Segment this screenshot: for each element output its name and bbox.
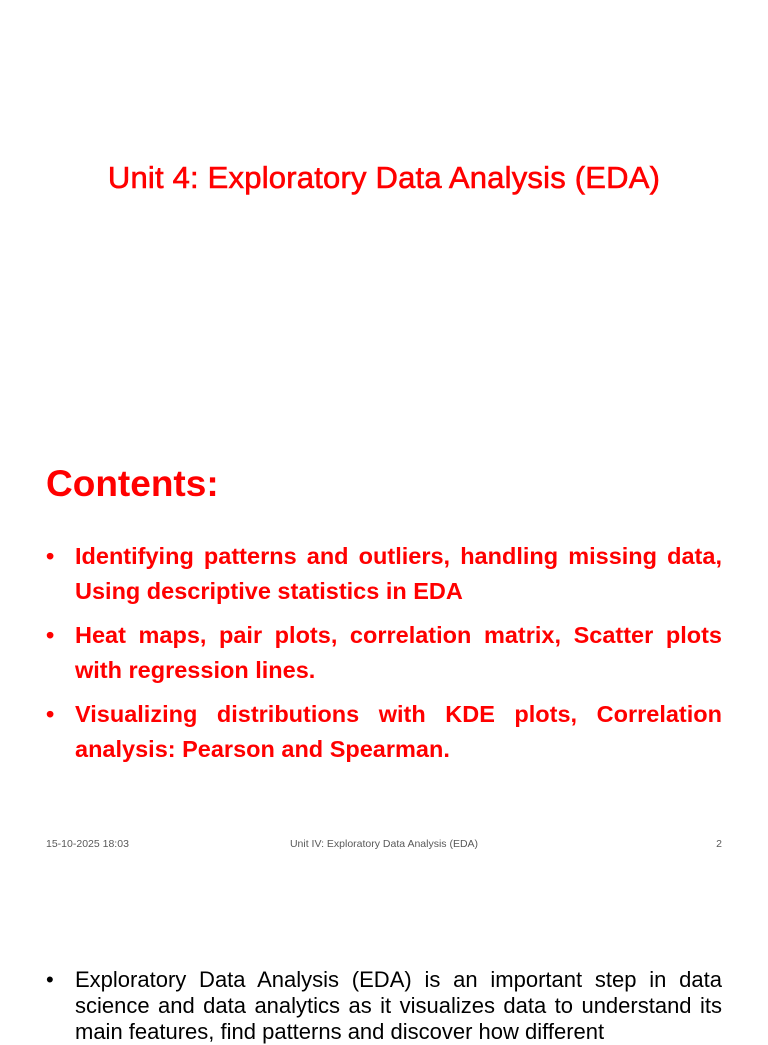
bullet-icon: • (46, 622, 55, 648)
bullet-icon: • (46, 543, 55, 569)
list-item-text: Heat maps, pair plots, correlation matrix, Scatter plots with regression lines. (75, 622, 722, 683)
list-item (46, 967, 722, 1045)
next-slide-content (46, 967, 722, 1045)
list-item-text: Identifying patterns and outliers, handling missing data, Using descriptive statistics in EDA (75, 543, 722, 604)
list-item (46, 618, 722, 688)
list-item-text: Visualizing distributions with KDE plots, Correlation analysis: Pearson and Spearman. (75, 701, 722, 762)
slide-title: Unit 4: Exploratory Data Analysis (EDA) (107, 160, 661, 195)
list-item (46, 539, 722, 609)
paragraph-text: Exploratory Data Analysis (EDA) is an important step in data science and data analytics as it visualizes data to understand its main features, find patterns and discover how different (75, 967, 722, 1044)
contents-list (46, 539, 722, 776)
list-item (46, 697, 722, 767)
bullet-icon: • (46, 967, 54, 992)
footer-date: 15-10-2025 18:03 (46, 838, 129, 850)
footer-title: Unit IV: Exploratory Data Analysis (EDA) (289, 838, 479, 850)
bullet-icon: • (46, 701, 55, 727)
page-number: 2 (716, 838, 722, 850)
slide-footer (46, 838, 722, 854)
contents-heading: Contents: (46, 463, 219, 504)
